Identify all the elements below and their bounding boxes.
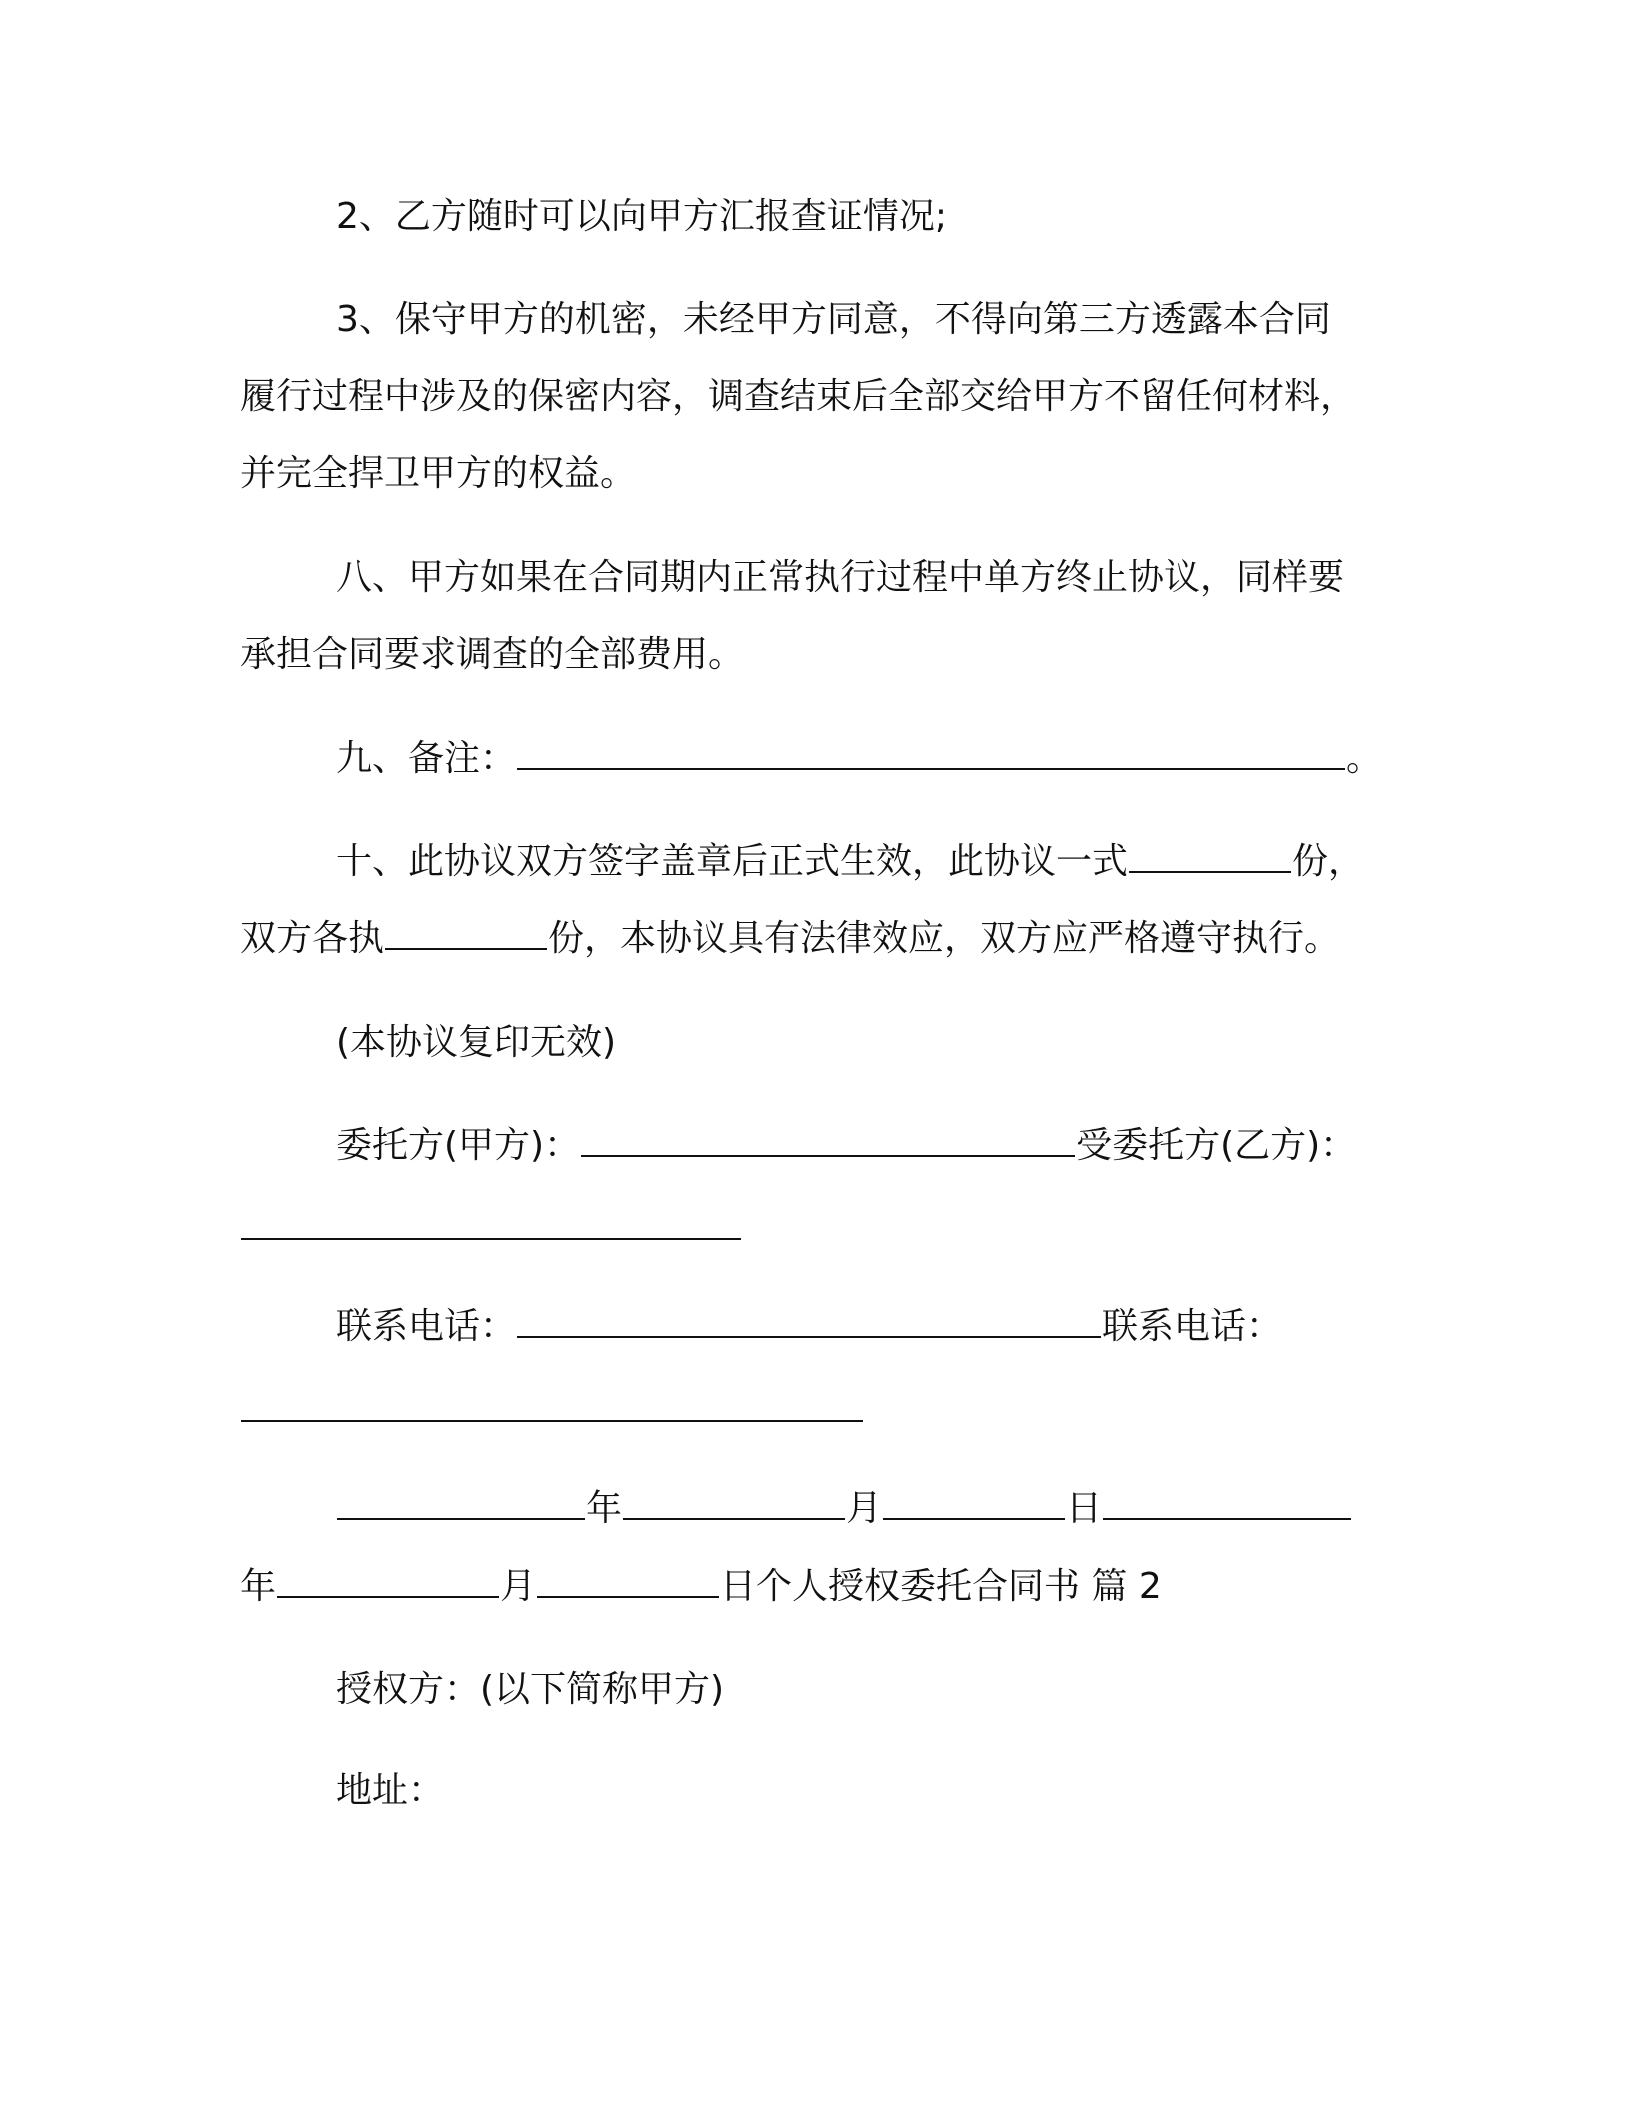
clause-3 [240, 281, 1380, 512]
clause-3-line-3: 并完全捍卫甲方的权益。 [240, 453, 637, 494]
clause-ten-line-1 [240, 823, 1380, 900]
clause-ten-line-2 [240, 900, 1380, 977]
clause-nine [240, 720, 1383, 797]
agent-blank [241, 1208, 741, 1240]
signature-parties-line-2 [240, 1190, 1380, 1267]
contact-phones-cont [240, 1372, 1380, 1449]
agent-phone-blank [241, 1390, 863, 1422]
remarks-end: 。 [1346, 738, 1383, 779]
copy-invalid-note [240, 1004, 1380, 1081]
address-line [240, 1752, 1380, 1829]
clause-3-line-1: 3、保守甲方的机密，未经甲方同意，不得向第三方透露本合同 [336, 299, 1331, 340]
signature-parties-cont [240, 1190, 1380, 1267]
agent-phone-label: 联系电话： [1102, 1306, 1283, 1347]
principal-label: 委托方(甲方)： [336, 1125, 581, 1166]
clause-ten-text-4: 份，本协议具有法律效应，双方应严格遵守执行。 [548, 918, 1341, 959]
clause-eight-line-1: 八、甲方如果在合同期内正常执行过程中单方终止协议，同样要 [336, 557, 1345, 598]
day-blank-2 [537, 1566, 719, 1598]
year-label-1: 年 [586, 1488, 623, 1529]
contact-phones-line-1 [240, 1288, 1380, 1365]
section-title-2: 日个人授权委托合同书 篇 2 [720, 1566, 1162, 1607]
clause-ten-text-2: 份， [1292, 841, 1365, 882]
clause-eight-line-2: 承担合同要求调查的全部费用。 [240, 634, 745, 675]
day-blank-1 [883, 1488, 1065, 1520]
signature-parties-line-1 [240, 1107, 1380, 1184]
clause-2-line: 2、乙方随时可以向甲方汇报查证情况; [336, 196, 948, 237]
principal-blank [581, 1125, 1075, 1157]
principal-phone-label: 联系电话： [336, 1306, 517, 1347]
date-line-2 [240, 1548, 1380, 1625]
remarks-label: 九、备注： [336, 738, 517, 779]
contact-phones [240, 1288, 1380, 1365]
clause-ten [240, 823, 1380, 977]
year-blank-1 [337, 1488, 585, 1520]
clause-ten-text-1: 十、此协议双方签字盖章后正式生效，此协议一式 [336, 841, 1129, 882]
month-label-1: 月 [846, 1488, 883, 1529]
date-line [240, 1470, 1380, 1547]
year-label-2: 年 [240, 1566, 277, 1607]
contact-phones-line-2 [240, 1372, 1380, 1449]
clause-ten-text-3: 双方各执 [240, 918, 385, 959]
year-blank-2 [1103, 1488, 1351, 1520]
month-blank-2 [277, 1566, 499, 1598]
signature-parties [240, 1107, 1380, 1184]
address-label: 地址： [336, 1770, 445, 1811]
date-line-1 [240, 1470, 1380, 1547]
grantor-label: 授权方：(以下简称甲方) [336, 1669, 725, 1710]
clause-eight [240, 539, 1380, 693]
each-copies-blank [385, 918, 547, 950]
copy-invalid-text: (本协议复印无效) [336, 1022, 617, 1063]
day-label-1: 日 [1066, 1488, 1103, 1529]
clause-nine-line [240, 720, 1383, 797]
principal-phone-blank [517, 1306, 1101, 1338]
clause-2 [240, 178, 1380, 255]
agent-label: 受委托方(乙方)： [1076, 1125, 1357, 1166]
month-label-2: 月 [500, 1566, 537, 1607]
clause-3-line-2: 履行过程中涉及的保密内容，调查结束后全部交给甲方不留任何材料， [240, 376, 1357, 417]
month-blank-1 [623, 1488, 845, 1520]
grantor-line [240, 1651, 1380, 1728]
date-title-line [240, 1548, 1380, 1625]
remarks-blank [517, 738, 1345, 770]
copies-blank [1129, 841, 1291, 873]
